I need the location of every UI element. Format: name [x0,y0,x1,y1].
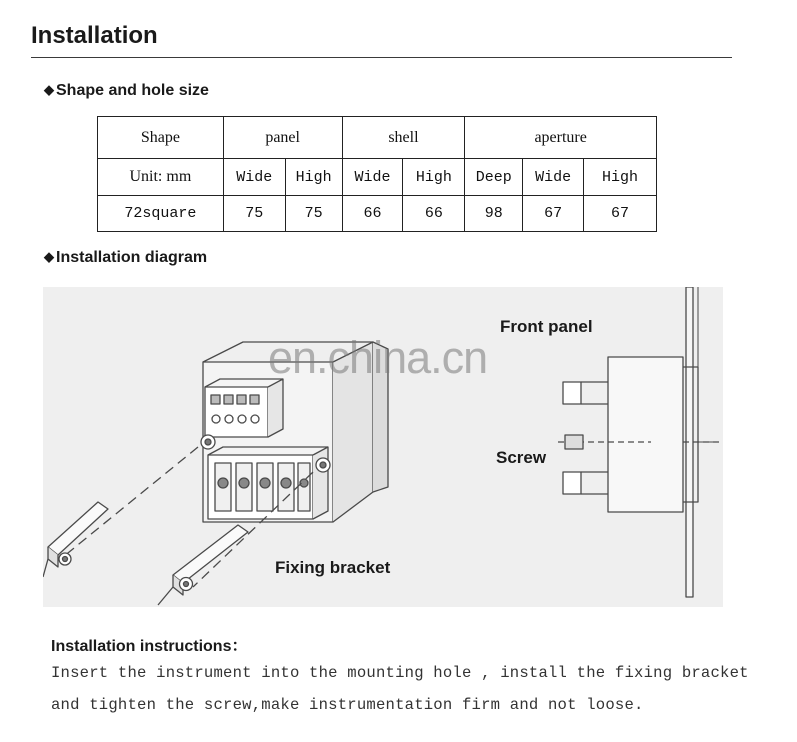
table-unit-cell: Unit: mm [98,159,224,196]
table-row [98,196,657,232]
label-front-panel: Front panel [500,317,593,336]
table-header-cell: aperture [465,117,657,159]
table-cell: 66 [342,196,403,232]
table-cell: 72square [98,196,224,232]
fixing-bracket-left [43,502,108,577]
section-heading-shape-label: Shape and hole size [56,82,209,99]
table-cell: 98 [465,196,523,232]
table-subheader-row [98,159,657,196]
table-header-cell: panel [223,117,342,159]
instructions-heading: Installation instructions： [51,638,248,655]
table-header-cell: Shape [98,117,224,159]
table-cell: 67 [523,196,584,232]
section-heading-diagram-label: Installation diagram [56,249,208,266]
table-cell: 66 [403,196,465,232]
page-title: Installation [31,22,158,49]
label-screw: Screw [496,448,547,467]
fixing-bracket-middle [158,525,248,605]
hole-size-table [97,116,657,232]
section-heading-shape [44,82,209,100]
table-subheader-cell: High [403,159,465,196]
table-header-cell: shell [342,117,465,159]
diamond-bullet-icon: ◆ [44,82,54,97]
watermark: en.china.cn [268,332,488,383]
table-subheader-cell: Wide [523,159,584,196]
lower-terminal-block [208,447,328,519]
instructions-line: Insert the instrument into the mounting hole , install the fixing bracket [51,664,749,682]
installation-diagram [43,287,723,607]
table-header-row [98,117,657,159]
table-cell: 75 [285,196,342,232]
table-subheader-cell: Deep [465,159,523,196]
label-fixing-bracket: Fixing bracket [275,558,391,577]
instructions-line: and tighten the screw,make instrumentation firm and not loose. [51,696,644,714]
table-subheader-cell: High [584,159,657,196]
title-divider [31,57,732,58]
diamond-bullet-icon: ◆ [44,249,54,264]
table-cell: 75 [223,196,285,232]
table-subheader-cell: Wide [223,159,285,196]
section-heading-diagram [44,249,207,267]
table-subheader-cell: Wide [342,159,403,196]
table-subheader-cell: High [285,159,342,196]
upper-terminal-block [205,379,283,437]
table-cell: 67 [584,196,657,232]
